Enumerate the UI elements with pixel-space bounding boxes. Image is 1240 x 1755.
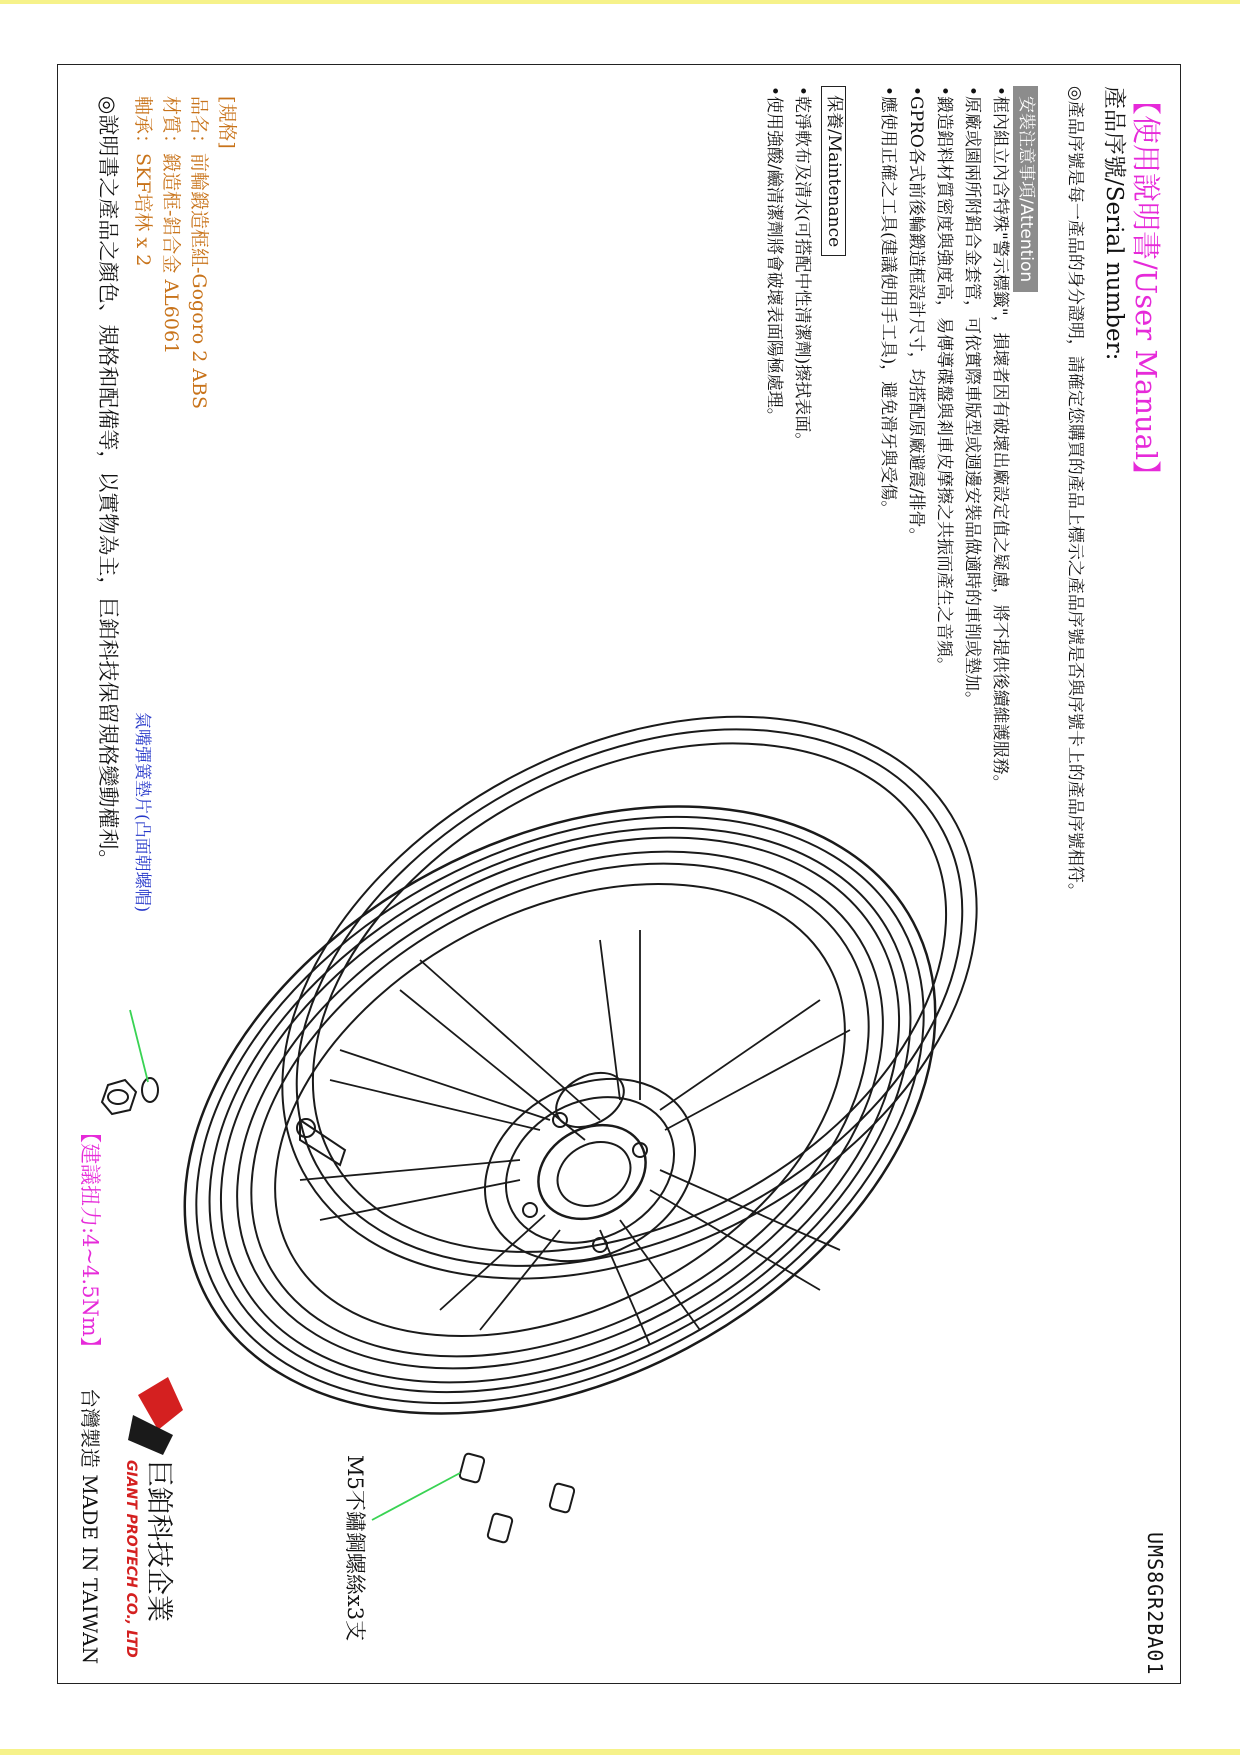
hub — [453, 1043, 727, 1296]
washer-callout: 氣嘴彈簧墊片(凸面朝螺帽) — [132, 712, 152, 913]
logo-mark — [128, 1377, 183, 1455]
serial-note: ◎產品序號是每一產品的身分證明，請確定您購買的產品上標示之產品序號是否與序號卡上的產品序號相符。 — [1065, 86, 1085, 900]
screw-parts — [459, 1453, 575, 1543]
washer-part — [142, 1078, 158, 1102]
manual-title: 【使用說明書/User Manual】 — [1129, 86, 1163, 490]
spec-note: ◎說明書之產品之顏色、規格和配備等，以實物為主，巨鉑科技保留規格變動權利。 — [96, 96, 120, 871]
document-code: UMS8GR2BA01 — [1143, 1532, 1167, 1676]
serial-heading: 產品序號/Serial number: — [1101, 86, 1127, 361]
attention-item-5: •應使用正確之工具(建議使用手工具)，避免滑牙與受傷。 — [878, 86, 898, 518]
maintenance-item-1: •乾淨軟布及清水(可搭配中性清潔劑)擦拭表面。 — [792, 86, 812, 450]
maintenance-item-2: •使用強酸/鹼清潔劑將會破壞表面陽極處理。 — [764, 86, 784, 425]
attention-item-2: •原廠或園兩所附鋁合金套管，可依實際車版型或週邊安裝品做適時的車削或墊加。 — [962, 86, 982, 709]
leader-lines — [130, 1010, 460, 1520]
valve-stem — [297, 1119, 345, 1165]
torque-callout: 【建議扭力:4~4.5Nm】 — [78, 1122, 102, 1358]
attention-item-4: •GPRO各式前後輪鍛造框設計尺寸，均搭配原廠避震/排骨。 — [906, 86, 926, 545]
spec-material: 材質：鍛造框-鋁合金 AL6061 — [160, 96, 182, 355]
attention-badge: 安裝注意事項/Attention — [1013, 86, 1038, 292]
company-name-en: GIANT PROTECH CO., LTD — [123, 1460, 139, 1658]
attention-item-3: •鍛造鋁料材質密度與強度高，易傳導碟盤與剎車皮摩擦之共振而產生之音頻。 — [934, 86, 954, 675]
spec-bearing: 軸承：SKF培林 x 2 — [132, 96, 154, 267]
attention-item-1: •框內組立內含特殊"警示標籤"，損壞者因有破壞出廠設定值之疑慮，將不提供後續維護服務。 — [990, 86, 1010, 792]
maintenance-box: 保養/Maintenance — [821, 86, 846, 256]
spec-name: 品名：前輪鍛造框組-Gogoro 2 ABS — [188, 96, 210, 410]
screws-callout: M5不鏽鋼螺絲x3支 — [343, 1455, 367, 1642]
maintenance-label — [821, 86, 846, 256]
spec-heading: [規格] — [216, 96, 238, 149]
made-in-taiwan: 台灣製造 MADE IN TAIWAN — [78, 1388, 102, 1665]
rim-back — [185, 603, 1073, 1392]
company-name-zh: 巨鉑科技企業 — [143, 1460, 174, 1622]
attention-label — [1013, 86, 1038, 292]
nut-part — [102, 1080, 136, 1114]
